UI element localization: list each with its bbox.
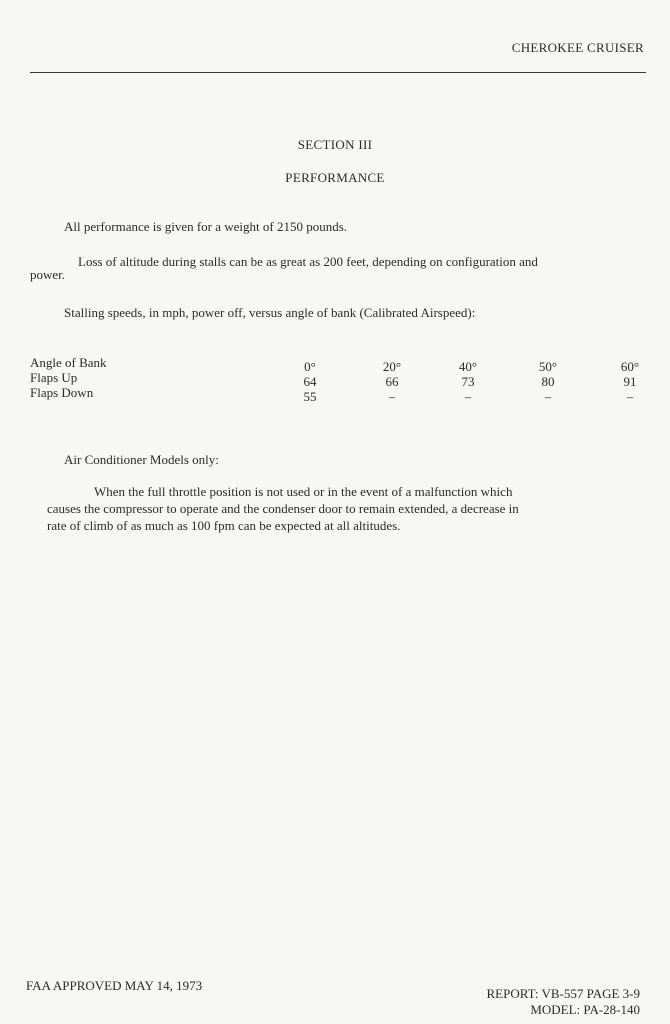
flaps-down-cell: – (388, 389, 396, 404)
table-column-2 (438, 359, 498, 404)
angle-cell: 20° (382, 359, 402, 374)
flaps-down-cell: – (626, 389, 634, 404)
row-label-flaps-down: Flaps Down (30, 385, 94, 400)
angle-cell: 50° (538, 359, 558, 374)
table-column-1 (362, 359, 422, 404)
air-conditioner-heading: Air Conditioner Models only: (64, 452, 219, 467)
flaps-down-cell: – (464, 389, 472, 404)
row-label-flaps-up: Flaps Up (30, 370, 78, 385)
flaps-up-cell: 66 (385, 374, 399, 389)
footer-model: MODEL: PA-28-140 (530, 1002, 640, 1017)
stall-speeds-intro: Stalling speeds, in mph, power off, versus angle of bank (Calibrated Airspeed): (64, 305, 476, 320)
table-column-0 (280, 359, 340, 404)
footer-approval: FAA APPROVED MAY 14, 1973 (26, 978, 203, 993)
flaps-down-cell: 55 (303, 389, 317, 404)
table-column-3 (518, 359, 578, 404)
footer-report-block (486, 986, 640, 1018)
section-title: PERFORMANCE (285, 170, 385, 185)
header-title: CHEROKEE CRUISER (511, 40, 644, 55)
header-rule (30, 72, 646, 73)
flaps-up-cell: 80 (541, 374, 555, 389)
air-conditioner-line-2: causes the compressor to operate and the condenser door to remain extended, a decrease in (47, 501, 519, 516)
air-conditioner-line-1: When the full throttle position is not used or in the event of a malfunction which (94, 484, 513, 499)
angle-cell: 0° (304, 359, 316, 374)
angle-cell: 60° (620, 359, 640, 374)
stall-altitude-line-2: power. (30, 267, 66, 282)
air-conditioner-line-3: rate of climb of as much as 100 fpm can be expected at all altitudes. (47, 518, 401, 533)
flaps-down-cell: – (544, 389, 552, 404)
section-number: SECTION III (297, 137, 373, 152)
stall-altitude-line-1: Loss of altitude during stalls can be as great as 200 feet, depending on configuration and (78, 254, 538, 269)
flaps-up-cell: 64 (303, 374, 317, 389)
footer-report: REPORT: VB-557 PAGE 3-9 (486, 986, 640, 1001)
angle-cell: 40° (458, 359, 478, 374)
table-column-4 (600, 359, 660, 404)
row-label-angle: Angle of Bank (30, 355, 107, 370)
flaps-up-cell: 91 (623, 374, 637, 389)
weight-paragraph: All performance is given for a weight of 2150 pounds. (64, 219, 348, 234)
stall-table-row-labels (30, 355, 107, 400)
flaps-up-cell: 73 (461, 374, 475, 389)
